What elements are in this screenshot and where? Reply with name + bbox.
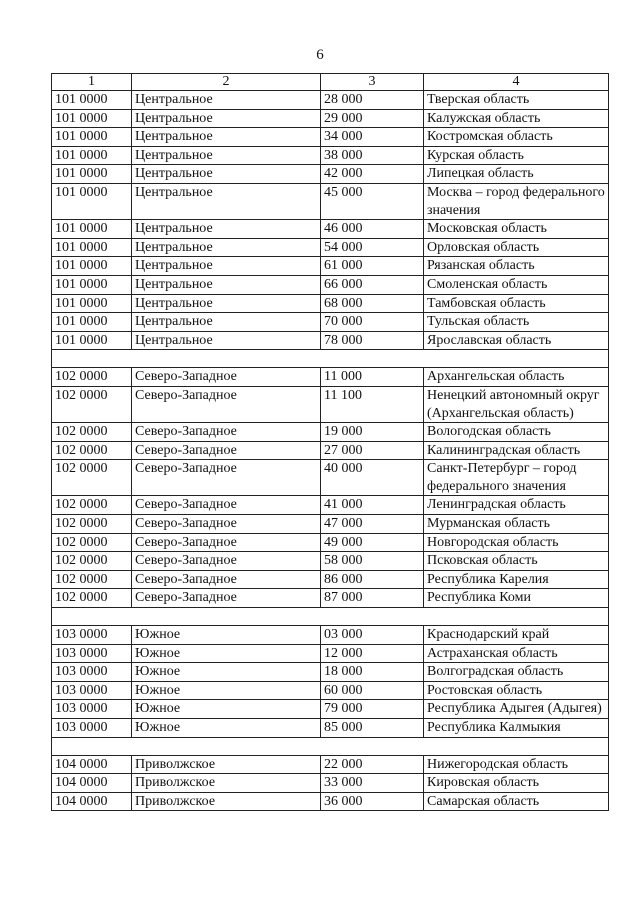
region-cell: Республика Карелия xyxy=(424,570,609,589)
okato-cell: 28 000 xyxy=(321,91,424,110)
okato-cell: 38 000 xyxy=(321,146,424,165)
district-cell: Приволжское xyxy=(132,774,321,793)
okato-cell: 61 000 xyxy=(321,257,424,276)
table-body xyxy=(52,74,609,811)
code-cell: 103 0000 xyxy=(52,700,132,719)
header-cell-3: 3 xyxy=(321,74,424,91)
district-cell: Северо-Западное xyxy=(132,386,321,422)
okato-cell: 36 000 xyxy=(321,792,424,811)
district-cell: Северо-Западное xyxy=(132,441,321,460)
okato-cell: 60 000 xyxy=(321,681,424,700)
code-cell: 102 0000 xyxy=(52,386,132,422)
district-cell: Центральное xyxy=(132,183,321,219)
region-cell: Новгородская область xyxy=(424,533,609,552)
district-cell: Северо-Западное xyxy=(132,423,321,442)
table-row xyxy=(52,183,609,219)
okato-cell: 54 000 xyxy=(321,238,424,257)
code-cell: 102 0000 xyxy=(52,552,132,571)
code-cell: 101 0000 xyxy=(52,146,132,165)
region-cell: Тульская область xyxy=(424,313,609,332)
district-cell: Центральное xyxy=(132,257,321,276)
district-cell: Северо-Западное xyxy=(132,552,321,571)
okato-cell: 40 000 xyxy=(321,460,424,496)
code-cell: 102 0000 xyxy=(52,533,132,552)
district-cell: Северо-Западное xyxy=(132,460,321,496)
district-cell: Центральное xyxy=(132,238,321,257)
code-cell: 101 0000 xyxy=(52,275,132,294)
okato-cell: 49 000 xyxy=(321,533,424,552)
region-cell: Курская область xyxy=(424,146,609,165)
okato-cell: 45 000 xyxy=(321,183,424,219)
okato-cell: 27 000 xyxy=(321,441,424,460)
code-cell: 102 0000 xyxy=(52,423,132,442)
code-cell: 102 0000 xyxy=(52,515,132,534)
okato-cell: 42 000 xyxy=(321,165,424,184)
table-row xyxy=(52,755,609,774)
region-cell: Москва – город федерального значения xyxy=(424,183,609,219)
code-cell: 101 0000 xyxy=(52,109,132,128)
district-cell: Южное xyxy=(132,644,321,663)
okato-cell: 86 000 xyxy=(321,570,424,589)
region-cell: Самарская область xyxy=(424,792,609,811)
code-cell: 101 0000 xyxy=(52,91,132,110)
district-cell: Приволжское xyxy=(132,792,321,811)
okato-cell: 66 000 xyxy=(321,275,424,294)
okato-cell: 11 000 xyxy=(321,368,424,387)
table-row xyxy=(52,423,609,442)
district-cell: Южное xyxy=(132,719,321,738)
region-cell: Тамбовская область xyxy=(424,294,609,313)
region-cell: Смоленская область xyxy=(424,275,609,294)
okato-cell: 78 000 xyxy=(321,331,424,350)
code-cell: 104 0000 xyxy=(52,792,132,811)
district-cell: Южное xyxy=(132,700,321,719)
region-cell: Мурманская область xyxy=(424,515,609,534)
header-cell-4: 4 xyxy=(424,74,609,91)
table-row xyxy=(52,589,609,608)
region-cell: Калининградская область xyxy=(424,441,609,460)
table-row xyxy=(52,663,609,682)
okato-cell: 47 000 xyxy=(321,515,424,534)
region-cell: Краснодарский край xyxy=(424,626,609,645)
district-cell: Центральное xyxy=(132,91,321,110)
code-cell: 104 0000 xyxy=(52,755,132,774)
code-cell: 103 0000 xyxy=(52,719,132,738)
district-cell: Северо-Западное xyxy=(132,533,321,552)
region-codes-table xyxy=(51,73,609,811)
okato-cell: 11 100 xyxy=(321,386,424,422)
okato-cell: 79 000 xyxy=(321,700,424,719)
header-cell-1: 1 xyxy=(52,74,132,91)
code-cell: 103 0000 xyxy=(52,644,132,663)
region-cell: Нижегородская область xyxy=(424,755,609,774)
district-cell: Центральное xyxy=(132,313,321,332)
okato-cell: 03 000 xyxy=(321,626,424,645)
okato-cell: 68 000 xyxy=(321,294,424,313)
region-cell: Республика Адыгея (Адыгея) xyxy=(424,700,609,719)
district-cell: Северо-Западное xyxy=(132,589,321,608)
region-cell: Санкт-Петербург – город федерального значения xyxy=(424,460,609,496)
code-cell: 101 0000 xyxy=(52,331,132,350)
code-cell: 104 0000 xyxy=(52,774,132,793)
code-cell: 101 0000 xyxy=(52,220,132,239)
code-cell: 103 0000 xyxy=(52,663,132,682)
region-cell: Ленинградская область xyxy=(424,496,609,515)
table-row xyxy=(52,719,609,738)
district-cell: Центральное xyxy=(132,294,321,313)
okato-cell: 19 000 xyxy=(321,423,424,442)
okato-cell: 33 000 xyxy=(321,774,424,793)
region-cell: Волгоградская область xyxy=(424,663,609,682)
table-row xyxy=(52,644,609,663)
district-cell: Южное xyxy=(132,681,321,700)
table-row xyxy=(52,792,609,811)
table-row xyxy=(52,313,609,332)
region-cell: Ненецкий автономный округ (Архангельская область) xyxy=(424,386,609,422)
table-row xyxy=(52,533,609,552)
table-row xyxy=(52,220,609,239)
region-cell: Липецкая область xyxy=(424,165,609,184)
group-separator-row xyxy=(52,350,609,368)
okato-cell: 12 000 xyxy=(321,644,424,663)
code-cell: 102 0000 xyxy=(52,589,132,608)
code-cell: 102 0000 xyxy=(52,441,132,460)
region-cell: Вологодская область xyxy=(424,423,609,442)
table-header-row xyxy=(52,74,609,91)
separator-cell xyxy=(52,737,609,755)
code-cell: 101 0000 xyxy=(52,183,132,219)
code-cell: 101 0000 xyxy=(52,238,132,257)
code-cell: 101 0000 xyxy=(52,165,132,184)
region-cell: Псковская область xyxy=(424,552,609,571)
region-cell: Астраханская область xyxy=(424,644,609,663)
code-cell: 101 0000 xyxy=(52,294,132,313)
region-cell: Архангельская область xyxy=(424,368,609,387)
region-cell: Ростовская область xyxy=(424,681,609,700)
code-cell: 102 0000 xyxy=(52,570,132,589)
region-cell: Рязанская область xyxy=(424,257,609,276)
code-cell: 101 0000 xyxy=(52,128,132,147)
district-cell: Центральное xyxy=(132,331,321,350)
code-cell: 102 0000 xyxy=(52,460,132,496)
district-cell: Центральное xyxy=(132,165,321,184)
okato-cell: 22 000 xyxy=(321,755,424,774)
okato-cell: 18 000 xyxy=(321,663,424,682)
code-cell: 103 0000 xyxy=(52,681,132,700)
table-row xyxy=(52,91,609,110)
table-row xyxy=(52,109,609,128)
district-cell: Центральное xyxy=(132,146,321,165)
code-cell: 101 0000 xyxy=(52,257,132,276)
group-separator-row xyxy=(52,608,609,626)
table-row xyxy=(52,331,609,350)
table-row xyxy=(52,294,609,313)
table-row xyxy=(52,515,609,534)
okato-cell: 70 000 xyxy=(321,313,424,332)
table-row xyxy=(52,386,609,422)
header-cell-2: 2 xyxy=(132,74,321,91)
region-cell: Костромская область xyxy=(424,128,609,147)
page-number: 6 xyxy=(316,47,324,63)
district-cell: Северо-Западное xyxy=(132,368,321,387)
district-cell: Приволжское xyxy=(132,755,321,774)
district-cell: Северо-Западное xyxy=(132,496,321,515)
district-cell: Южное xyxy=(132,626,321,645)
okato-cell: 41 000 xyxy=(321,496,424,515)
table-row xyxy=(52,460,609,496)
table-row xyxy=(52,165,609,184)
code-cell: 101 0000 xyxy=(52,313,132,332)
okato-cell: 87 000 xyxy=(321,589,424,608)
region-cell: Орловская область xyxy=(424,238,609,257)
table-row xyxy=(52,146,609,165)
separator-cell xyxy=(52,608,609,626)
region-cell: Тверская область xyxy=(424,91,609,110)
district-cell: Центральное xyxy=(132,128,321,147)
district-cell: Центральное xyxy=(132,220,321,239)
table-row xyxy=(52,570,609,589)
district-cell: Южное xyxy=(132,663,321,682)
district-cell: Северо-Западное xyxy=(132,515,321,534)
group-separator-row xyxy=(52,737,609,755)
region-cell: Кировская область xyxy=(424,774,609,793)
region-cell: Московская область xyxy=(424,220,609,239)
okato-cell: 29 000 xyxy=(321,109,424,128)
table-row xyxy=(52,257,609,276)
code-cell: 102 0000 xyxy=(52,368,132,387)
district-cell: Северо-Западное xyxy=(132,570,321,589)
table-row xyxy=(52,368,609,387)
region-cell: Ярославская область xyxy=(424,331,609,350)
table-row xyxy=(52,700,609,719)
region-cell: Калужская область xyxy=(424,109,609,128)
region-cell: Республика Калмыкия xyxy=(424,719,609,738)
table-row xyxy=(52,774,609,793)
code-cell: 102 0000 xyxy=(52,496,132,515)
region-cell: Республика Коми xyxy=(424,589,609,608)
okato-cell: 34 000 xyxy=(321,128,424,147)
table-row xyxy=(52,128,609,147)
separator-cell xyxy=(52,350,609,368)
okato-cell: 46 000 xyxy=(321,220,424,239)
table-row xyxy=(52,496,609,515)
table-row xyxy=(52,238,609,257)
table-row xyxy=(52,626,609,645)
table-row xyxy=(52,681,609,700)
okato-cell: 58 000 xyxy=(321,552,424,571)
table-row xyxy=(52,552,609,571)
table-row xyxy=(52,275,609,294)
district-cell: Центральное xyxy=(132,275,321,294)
code-cell: 103 0000 xyxy=(52,626,132,645)
table-row xyxy=(52,441,609,460)
district-cell: Центральное xyxy=(132,109,321,128)
okato-cell: 85 000 xyxy=(321,719,424,738)
